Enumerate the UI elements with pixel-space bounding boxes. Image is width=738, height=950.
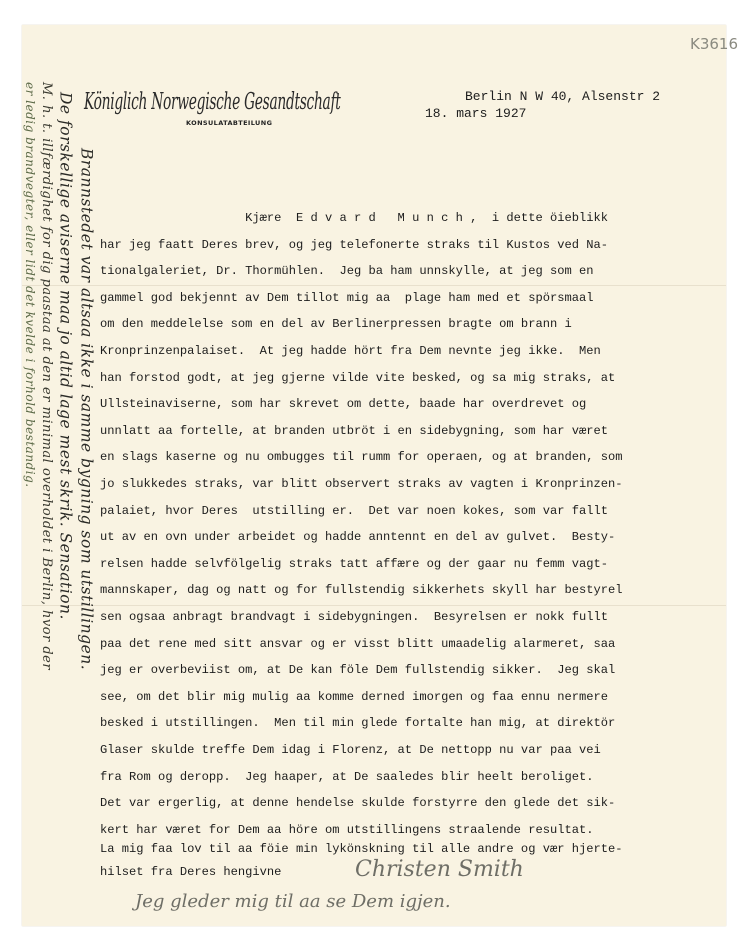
body-line: sen ogsaa anbragt brandvagt i sidebygningen. Besyrelsen er nokk fullt (100, 610, 609, 624)
closing-line: hilset fra Deres hengivne (100, 865, 282, 879)
body-line: fra Rom og deropp. Jeg haaper, at De saaledes blir heelt beroliget. (100, 769, 594, 784)
body-line: tionalgaleriet, Dr. Thormühlen. Jeg ba ham unnskylle, at jeg som en (100, 264, 594, 279)
letterhead-department: KONSULATABTEILUNG (186, 119, 273, 127)
margin-note: er ledig brandvegter, eller lidt det kvelde i forhold bestandig. (23, 82, 37, 488)
body-line: om den meddelelse som en del av Berlinerpressen bragte om brann i (100, 317, 572, 332)
margin-note: M. h. t. illfærdighet for dig paastaa at den er minimal overholdet i Berlin, hvor der (39, 82, 54, 671)
body-line: han forstod godt, at jeg gjerne vilde vite besked, og sa mig straks, at (100, 370, 616, 385)
postscript: Jeg gleder mig til aa se Dem igjen. (135, 891, 451, 912)
letterhead-name: Königlich Norwegische Gesandtschaft (84, 89, 341, 115)
body-line: har jeg faatt Deres brev, og jeg telefonerte straks til Kustos ved Na- (100, 237, 609, 252)
body-line: see, om det blir mig mulig aa komme derned imorgen og faa ennu nermere (100, 689, 609, 704)
body-line: jo slukkedes straks, var blitt observert straks av vagten i Kronprinzen- (100, 477, 623, 491)
body-line: Ullsteinaviserne, som har skrevet om dette, baade har overdrevet og (100, 397, 587, 412)
letter-date: 18. mars 1927 (425, 106, 527, 121)
signature: Christen Smith (355, 857, 524, 882)
fold-line (22, 285, 726, 286)
closing-line: La mig faa lov til aa föie min lykönskning til alle andre og vær hjerte- (100, 842, 623, 856)
body-line: mannskaper, dag og natt og for fullstendig sikkerhets skyll har bestyrel (100, 583, 623, 598)
body-line: Kronprinzenpalaiset. At jeg hadde hört fra Dem nevnte jeg ikke. Men (100, 344, 601, 358)
body-line: Kjære E d v a r d M u n c h , i dette öieblikk (100, 211, 609, 225)
body-line: gammel god bekjennt av Dem tillot mig aa plage ham med et spörsmaal (100, 290, 594, 305)
body-line: Det var ergerlig, at denne hendelse skulde forstyrre den glede det sik- (100, 796, 616, 811)
margin-note: Brannstedet var altsaa ikke i samme bygning som utstillingen. (77, 148, 96, 671)
body-line: palaiet, hvor Deres utstilling er. Det var noen kokes, som var fallt (100, 503, 609, 518)
body-line: kert har været for Dem aa höre om utstillingens straalende resultat. (100, 822, 594, 837)
body-line: unnlatt aa fortelle, at branden utbröt i en sidebygning, som har været (100, 423, 609, 438)
body-line: besked i utstillingen. Men til min glede fortalte han mig, at direktör (100, 716, 616, 731)
sender-address: Berlin N W 40, Alsenstr 2 (465, 89, 661, 104)
body-line: Glaser skulde treffe Dem idag i Florenz, at De nettopp nu var paa vei (100, 743, 601, 757)
body-line: en slags kaserne og nu ombugges til rumm for operaen, og at branden, som (100, 450, 623, 465)
margin-note: De forskellige aviserne maa jo altid lage mest skrik. Sensation. (56, 92, 75, 620)
letter-page (22, 25, 726, 926)
body-line: paa det rene med sitt ansvar og er visst blitt umaadelig alarmeret, saa (100, 636, 616, 651)
fold-line (22, 605, 726, 606)
body-line: relsen hadde selvfölgelig straks tatt affære og der gaar nu femm vagt- (100, 556, 609, 571)
body-line: jeg er overbeviist om, at De kan föle Dem fullstendig sikker. Jeg skal (100, 663, 616, 678)
archive-stamp: K3616 (690, 35, 738, 53)
body-line: ut av en ovn under arbeidet og hadde anntennt en del av gulvet. Besty- (100, 530, 616, 545)
